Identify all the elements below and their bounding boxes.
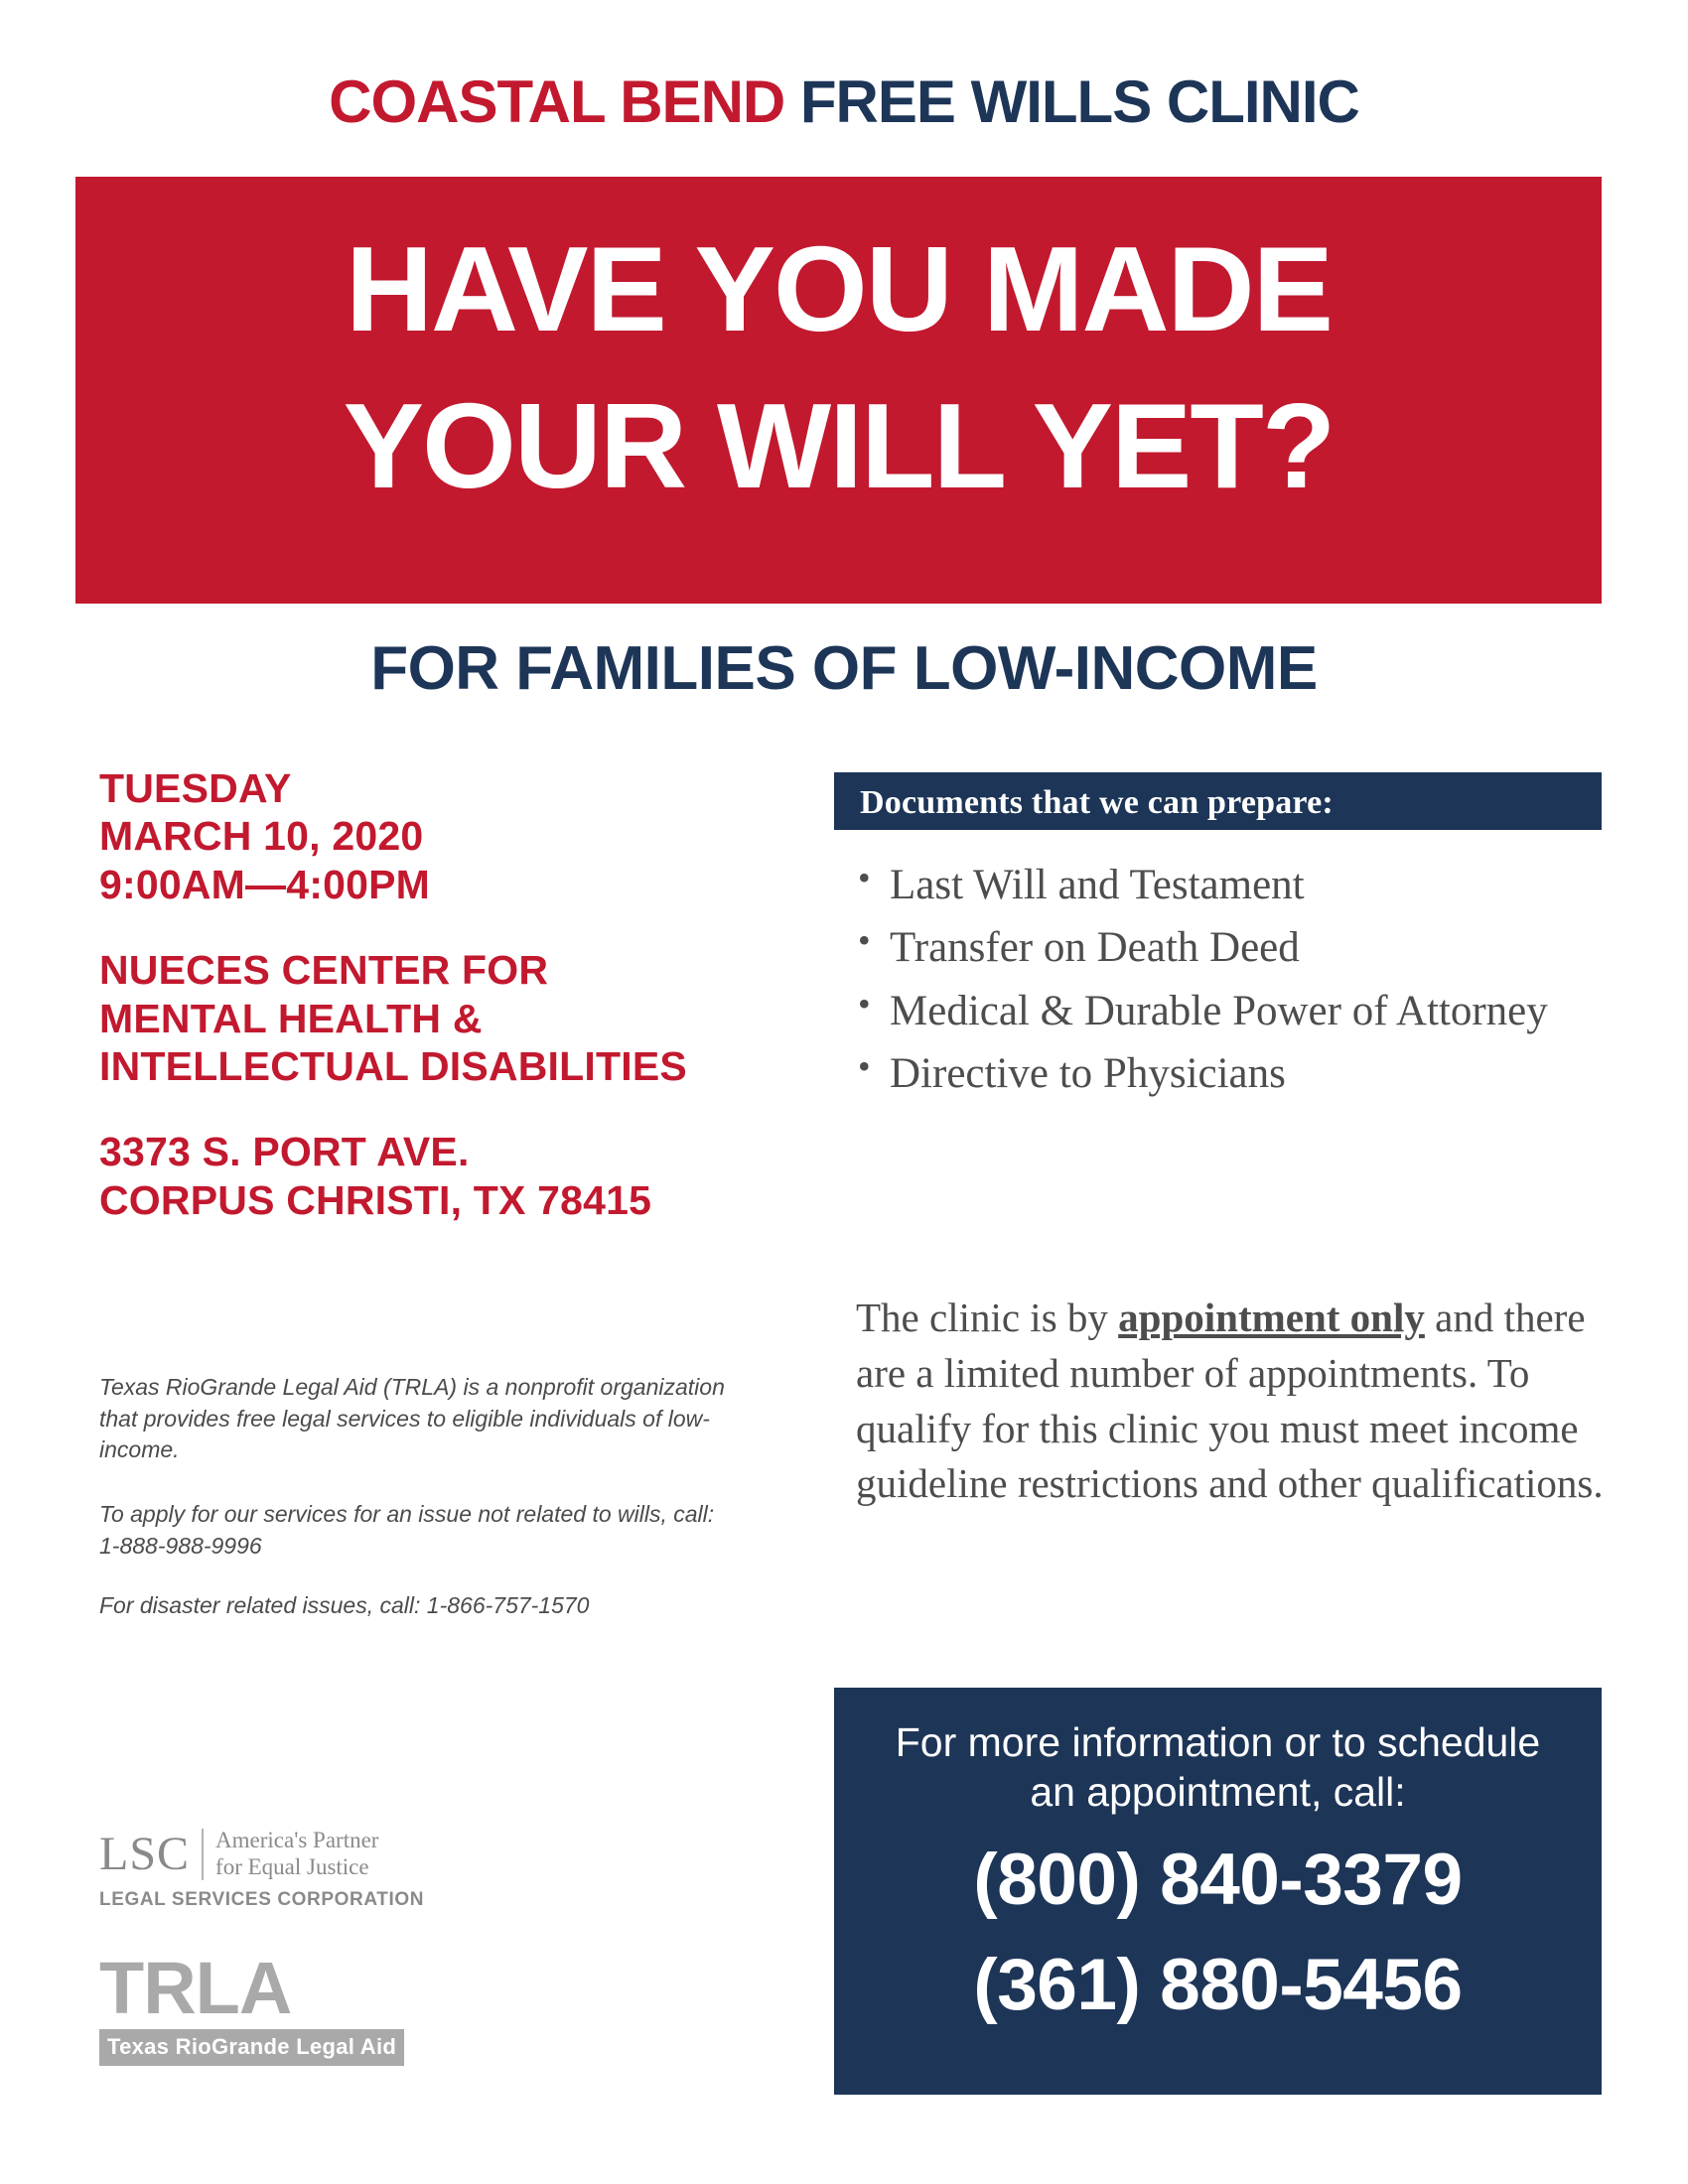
address-line-1: 3373 S. PORT AVE. — [99, 1129, 470, 1175]
event-address — [99, 1128, 794, 1224]
lsc-full-name: LEGAL SERVICES CORPORATION — [99, 1889, 425, 1910]
appointment-paragraph — [856, 1291, 1606, 1512]
apply-phone-text: To apply for our services for an issue not related to wills, call: 1-888-988-9996 — [99, 1501, 715, 1559]
address-line-2: CORPUS CHRISTI, TX 78415 — [99, 1176, 652, 1223]
documents-list — [856, 856, 1611, 1107]
event-datetime — [99, 764, 794, 908]
event-venue — [99, 946, 794, 1090]
lsc-tagline — [215, 1828, 378, 1880]
event-time: 9:00AM—4:00PM — [99, 861, 430, 907]
venue-line-1: NUECES CENTER FOR — [99, 947, 549, 994]
lsc-tagline-line-1: America's Partner — [215, 1828, 379, 1853]
paragraph-before: The clinic is by — [856, 1295, 1119, 1340]
list-item — [856, 856, 1611, 914]
list-item — [856, 1044, 1611, 1103]
cta-text: For more information or to schedule an appointment, call: — [895, 1719, 1541, 1816]
trla-logo — [99, 1947, 427, 2066]
documents-header-label: Documents that we can prepare: — [860, 784, 1334, 821]
bullet-icon: • — [858, 983, 871, 1024]
headline-banner — [75, 177, 1602, 604]
event-details — [99, 764, 794, 1224]
about-organization-text: Texas RioGrande Legal Aid (TRLA) is a nonprofit organization that provides free legal services to eligible individuals of low-income. — [99, 1374, 725, 1463]
headline-line-1: HAVE YOU MADE — [345, 221, 1333, 356]
lsc-tagline-line-2: for Equal Justice — [215, 1853, 369, 1879]
bullet-icon: • — [858, 858, 871, 897]
event-day: TUESDAY — [99, 765, 292, 811]
page-title-red: COASTAL BEND — [329, 68, 785, 135]
event-date: MARCH 10, 2020 — [99, 813, 424, 860]
trla-wordmark: TRLA — [99, 1947, 292, 2029]
disaster-phone-text: For disaster related issues, call: 1-866-757-1570 — [99, 1592, 590, 1618]
subheading: FOR FAMILIES OF LOW-INCOME — [370, 634, 1318, 703]
list-item-label: Transfer on Death Deed — [890, 924, 1300, 972]
paragraph-after: and there are a limited number of appointments. To qualify for this clinic you must meet income guideline restrictions and other qualifications. — [856, 1295, 1604, 1507]
venue-line-3: INTELLECTUAL DISABILITIES — [99, 1042, 687, 1089]
bullet-icon: • — [858, 1045, 871, 1086]
trla-full-name: Texas RioGrande Legal Aid — [99, 2029, 404, 2066]
list-item — [856, 918, 1611, 977]
page-title-navy: FREE WILLS CLINIC — [799, 68, 1359, 135]
cta-phone-2[interactable]: (361) 880-5456 — [973, 1945, 1463, 2025]
bullet-icon: • — [858, 920, 871, 961]
venue-line-2: MENTAL HEALTH & — [99, 995, 483, 1041]
documents-header — [834, 772, 1602, 830]
list-item-label: Medical & Durable Power of Attorney — [890, 987, 1548, 1034]
headline-line-2: YOUR WILL YET? — [343, 378, 1335, 513]
contact-cta-box — [834, 1688, 1602, 2095]
cta-phone-1[interactable]: (800) 840-3379 — [973, 1840, 1463, 1920]
list-item-label: Last Will and Testament — [890, 862, 1305, 908]
page-title — [0, 68, 1688, 136]
lsc-logo — [99, 1827, 427, 1911]
list-item-label: Directive to Physicians — [890, 1049, 1286, 1097]
list-item — [856, 982, 1611, 1040]
lsc-wordmark: LSC — [99, 1828, 191, 1880]
lsc-divider — [202, 1829, 204, 1880]
paragraph-emphasis: appointment only — [1118, 1295, 1425, 1340]
